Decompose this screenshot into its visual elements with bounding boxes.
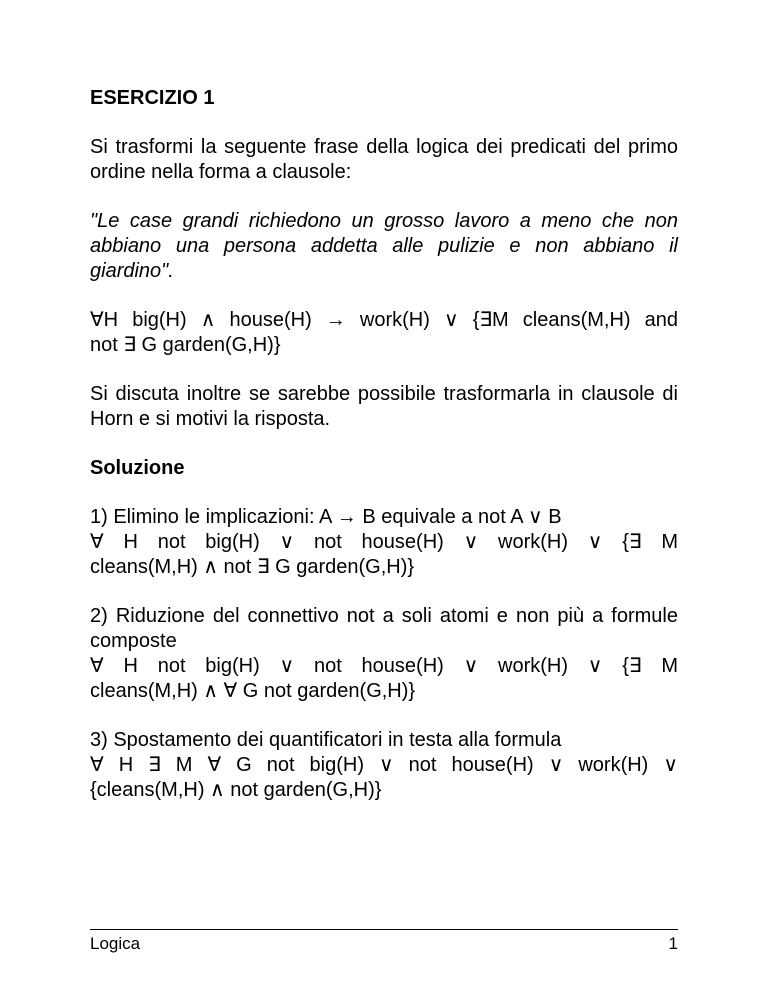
step-formula-line-2: cleans(M,H) ∧ not ∃ G garden(G,H)} [90, 556, 415, 578]
page-body [90, 86, 678, 803]
solution-step-3 [90, 728, 678, 803]
exercise-formula [90, 308, 678, 358]
formula-line-1: ∀H big(H) ∧ house(H) → work(H) ∨ {∃M cleans(M,H) and [90, 309, 678, 331]
step-formula-line-1: ∀ H ∃ M ∀ G not big(H) ∨ not house(H) ∨ work(H) ∨ [90, 754, 678, 776]
exercise-question: Si discuta inoltre se sarebbe possibile trasformarla in clausole di Horn e si motivi la risposta. [90, 383, 678, 430]
exercise-quote: "Le case grandi richiedono un grosso lavoro a meno che non abbiano una persona addetta alle pulizie e non abbiano il giardino". [90, 210, 678, 282]
exercise-intro: Si trasformi la seguente frase della logica dei predicati del primo ordine nella forma a clausole: [90, 136, 678, 183]
step-formula-line-1: ∀ H not big(H) ∨ not house(H) ∨ work(H) ∨ {∃ M [90, 531, 678, 553]
formula-line-2: not ∃ G garden(G,H)} [90, 334, 281, 356]
page-number: 1 [668, 934, 678, 953]
step-formula-line-2: cleans(M,H) ∧ ∀ G not garden(G,H)} [90, 680, 416, 702]
step-title: 1) Elimino le implicazioni: A → B equivale a not A ∨ B [90, 506, 562, 528]
exercise-heading: ESERCIZIO 1 [90, 87, 215, 109]
step-title: 2) Riduzione del connettivo not a soli atomi e non più a formule composte [90, 605, 678, 652]
footer-label: Logica [90, 934, 141, 953]
step-formula-line-2: {cleans(M,H) ∧ not garden(G,H)} [90, 779, 382, 801]
step-title: 3) Spostamento dei quantificatori in testa alla formula [90, 729, 562, 751]
footer-divider [90, 929, 678, 930]
solution-step-2 [90, 604, 678, 704]
solution-step-1 [90, 505, 678, 580]
step-formula-line-1: ∀ H not big(H) ∨ not house(H) ∨ work(H) ∨ {∃ M [90, 655, 678, 677]
solution-heading: Soluzione [90, 457, 185, 479]
